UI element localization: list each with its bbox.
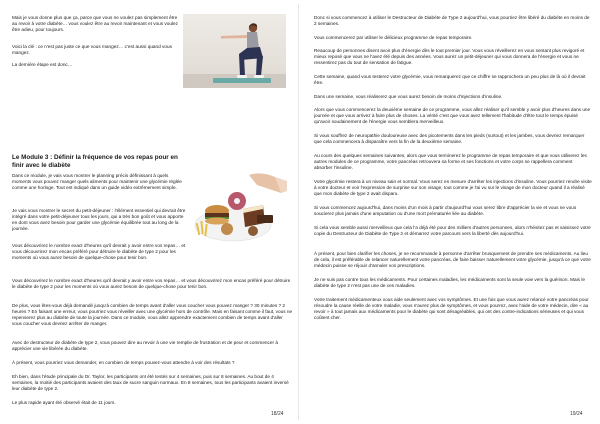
- paragraph-9: Le plus rapide ayant été observé était de 11 jours.: [12, 400, 116, 405]
- paragraph-8: Au cours des quelques semaines suivantes, alors que vous terminerez le programme de repas temporaire et que vous utiliserez les autres modules de ce programme, votre pancréas retrouvera sa forme et ses fonctions et votre corps se rappellera comment absorber l'insuline.: [314, 153, 587, 170]
- paragraph-12: À présent, pour bien clarifier les choses, je ne recommande à personne d'arrêter brusquement de prendre ses médicaments. Au lieu de cela, il est préférable de relancer naturellement votre pancréas, de faire baisser naturellement votre glycémie, jusqu'à ce que votre médecin puisse se réjouir d'annuler vos prescriptions.: [314, 251, 591, 268]
- intro-paragraph-3: La dernière étape est donc…: [12, 62, 73, 67]
- page-gutter: [298, 4, 299, 420]
- page-18: [0, 0, 296, 424]
- paragraph-3: Vous découvrirez le nombre exact d'heures qu'il devrait y avoir entre vos repas… et vous découvrirez mon encas préféré pour détruire le diabète de type 2 pour les moments où vous aurez besoin de quelque-chose pour tenir bon.: [12, 243, 186, 260]
- page-number: 19/24: [570, 411, 583, 417]
- paragraph-3: Reaucoup de personnes disent avoir plus d'énergie dès le tout premier jour. Vous vous réveillerez en vous sentant plus revigoré et mieux reposé que vous ne l'avez été depuis des années. Vous aurez un petit-déjeuner qui vous donnera de l'énergie et vous ne ressentirez pas du tout de sensation de fatigue.: [314, 48, 585, 65]
- page-number: 18/24: [271, 411, 284, 417]
- junk-food-photo: [191, 171, 287, 249]
- paragraph-1: Dans ce module, je vais vous montrer le planning précis définissant à quels moments vous pouvez manger quels aliments pour maintenir une glycémie réglée comme une horloge. Tout est indiqué dans un guide vidéo extrêmement simple.: [12, 173, 182, 190]
- intro-paragraph-1: Mais je vous donne plus que ça, parce que vous ne voulez pas simplement être au revoir à votre diabète… vous voulez être au revoir maintenant et vous voulez être adieu, pour toujours.: [12, 15, 178, 32]
- intro-paragraph-2: Voici la clé : ce n'est pas juste ce que vous mangez… c'est aussi quand vous mangez.: [12, 44, 172, 55]
- paragraph-2: Je vais vous montrer le secret du petit-déjeuner : l'élément essentiel qui devrait être intégré dans votre petit-déjeuner tous les jours, qui a très bon goût et vous apporte en dont vous avez besoin pour garder une glycémie équilibrée tout au long de la journée.: [12, 208, 186, 231]
- paragraph-4: Vous découvrirez le nombre exact d'heures qu'il devrait y avoir entre vos repas… et vous découvrirez mon encas préféré pour détruire le diabète de type 2 pour les moments où vous aurez besoin de quelque-chose pour tenir bon.: [12, 278, 291, 289]
- paragraph-5: Dans une semaine, vous réaliserez que vous aurez besoin de moins d'injections d'insuline.: [314, 94, 503, 99]
- paragraph-13: Je ne suis pas contre tous les médicaments. Pour certaines maladies, les médicaments sont la seule voie vers la guérison. Mais le diabète de type 2 n'est pas une de ces maladies.: [314, 277, 585, 288]
- page-19: [304, 0, 600, 424]
- paragraph-5: De plus, vous êtes-vous déjà demandé jusqu'à combien de temps avant d'aller vous coucher vous pouvez manger ? 30 minutes ? 2 heures ? En faisant une erreur, vous pourriez vous réveiller avec une glycémie hors de contrôle. Mais en faisant comme il faut, vous ne repenserez plus au diabète de toute la journée. Dans ce module, vous allez apprendre exactement combien de temps avant d'aller vous coucher vous devriez arrêter de manger.: [12, 303, 293, 326]
- paragraph-10: Si vous commencez aujourd'hui, dans moins d'un mois à partir d'aujourd'hui vous serez libre d'apprécier la vie et vous ne vous soucierez plus jamais d'une amputation ou d'une mort prématurée liée au diabète.: [314, 205, 577, 216]
- paragraph-6: Avec de destructeur de diabète de type 2, vous pouvez dire au revoir à une vie remplie de frustration et de peur et commencer à apprécier une vie libérée du diabète.: [12, 340, 278, 351]
- paragraph-2: Vous commencerez par utiliser le délicieux programme de repas temporaire.: [314, 35, 473, 40]
- paragraph-6: Alors que vous commencerez la deuxième semaine de ce programme, vous allez réaliser qu'il semble y avoir plus d'heures dans une journée et que vous arrivez à faire plus de choses. La vérité c'est que vous avez tellement l'habitude d'être tout le temps épuisé qu'avoir soudainement de l'énergie vous semblera merveilleux.: [314, 107, 591, 124]
- paragraph-4: Cette semaine, quand vous testerez votre glycémie, vous remarquerez que ce chiffre se rapprochera un peu plus de là où il devrait être.: [314, 74, 586, 85]
- paragraph-8: Eh bien, dans l'étude principale du Dr. Taylor, les participants ont été testés sur 4 semaines, puis sur 8 semaines. Au bout de 4 semaines, la moitié des participants avaient des taux de sucre sanguin normaux. En 8 semaines, tous les participants avaient inversé leur diabète de type 2.: [12, 374, 289, 391]
- paragraph-9: Votre glycémie restera à un niveau sain et normal. Vous serez en mesure d'arrêter les injections d'insuline. Vous pourriez rendre visite à votre docteur et voir l'expression de surprise sur son visage, tout comme je l'ai vu sur le visage de mon docteur quand il a réalisé que mon diabète de type 2 avait disparu.: [314, 179, 592, 196]
- paragraph-7: À présent, vous pourriez vous demander, en combien de temps pouvez-vous attendre à voir des résultats ?: [12, 360, 235, 365]
- paragraph-14: Votre traitement médicamenteux vous aide seulement avec vos symptômes. Et une fois que vous aurez relancé votre pancréas pour résoudre la cause réelle de votre maladie, vous n'aurez plus de symptômes, et vous pourrez, avec l'aide de votre médecin, dire « au revoir » à tout jamais aux médicaments pour le diabète qui sont désagréables, qui ont des contre-indications sérieuses et qui vous coûtent cher.: [314, 297, 589, 320]
- woman-squat-photo: [183, 14, 286, 88]
- paragraph-11: Si cela vous semble aussi merveilleux que cela l'a déjà été pour des milliers d'autres personnes, alors n'hésitez pas et saisissez votre copie du Destructeur de Diabète de Type 2 et démarrez votre parcours vers la liberté dès aujourd'hui.: [314, 225, 591, 236]
- paragraph-1: Donc si vous commencez à utiliser le Destructeur de Diabète de Type 2 aujourd'hui, vous pourriez être libéré du diabète en moins de 2 semaines.: [314, 15, 590, 26]
- module-heading: Le Module 3 : Définir la fréquence de vos repas pour en finir avec le diabète: [12, 154, 178, 169]
- paragraph-7: Si vous souffrez de neuropathie douloureuse avec des picotements dans les pieds (surtout) et les jambes, vous devriez remarquer que cela commencera à disparaître vers la fin de la deuxième semaine.: [314, 133, 585, 144]
